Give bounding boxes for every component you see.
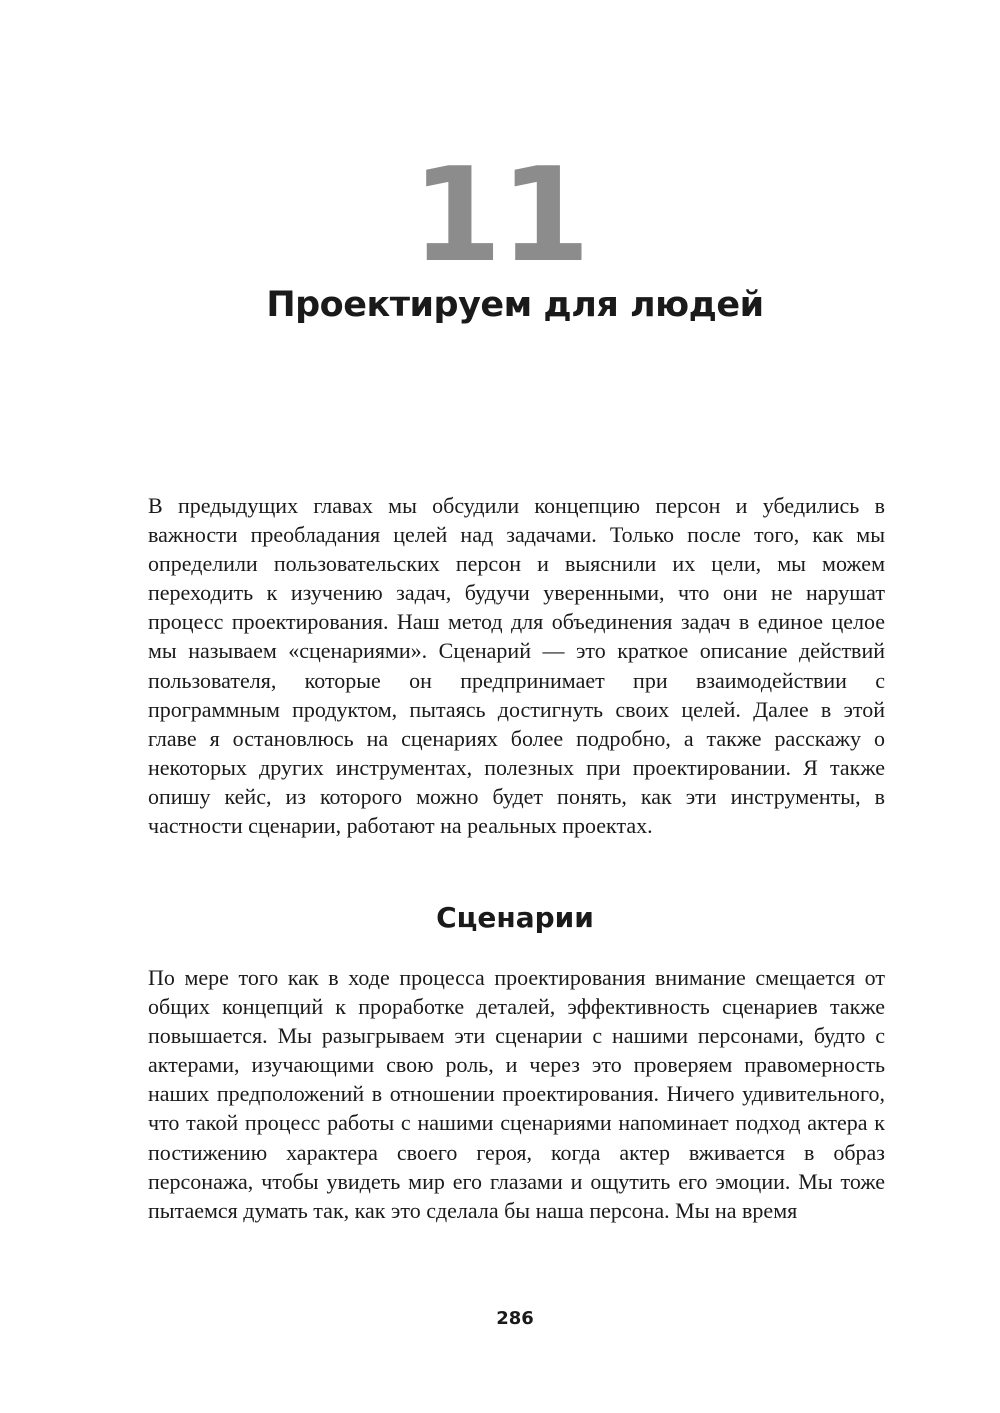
section-heading: Сценарии	[436, 901, 594, 934]
chapter-title: Проектируем для людей	[266, 285, 764, 325]
section-paragraph: По мере того как в ходе процесса проектирования внимание смещается от общих концепций к проработке деталей, эффективность сценариев также повышается. Мы разыгрываем эти сценарии с нашими персонами, будто с актерами, изучающими свою роль, и через это проверяем правомерность наших предположений в отношении проектирования. Ничего удивительного, что такой процесс работы с нашими сценариями напоминает подход актера к постижению характера своего героя, когда актер вживается в образ персонажа, чтобы увидеть мир его глазами и ощутить его эмоции. Мы тоже пытаемся думать так, как это сделала бы наша персона. Мы на время	[148, 965, 885, 1223]
chapter-number: 11	[411, 139, 589, 291]
page-number: 286	[496, 1308, 534, 1329]
intro-paragraph: В предыдущих главах мы обсудили концепцию персон и убедились в важности преобладания целей над задачами. Только после того, как мы определили пользовательских персон и выяснили их цели, мы можем переходить к изучению задач, будучи уверенными, что они не нарушат процесс проектирования. Наш метод для объединения задач в единое целое мы называем «сценариями». Сценарий — это краткое описание действий пользователя, которые он предпринимает при взаимодействии с программным продуктом, пытаясь достигнуть своих целей. Далее в этой главе я остановлюсь на сценариях более подробно, а также расскажу о некоторых других инструментах, полезных при проектировании. Я также опишу кейс, из которого можно будет понять, как эти инструменты, в частности сценарии, работают на реальных проектах.	[148, 493, 885, 839]
